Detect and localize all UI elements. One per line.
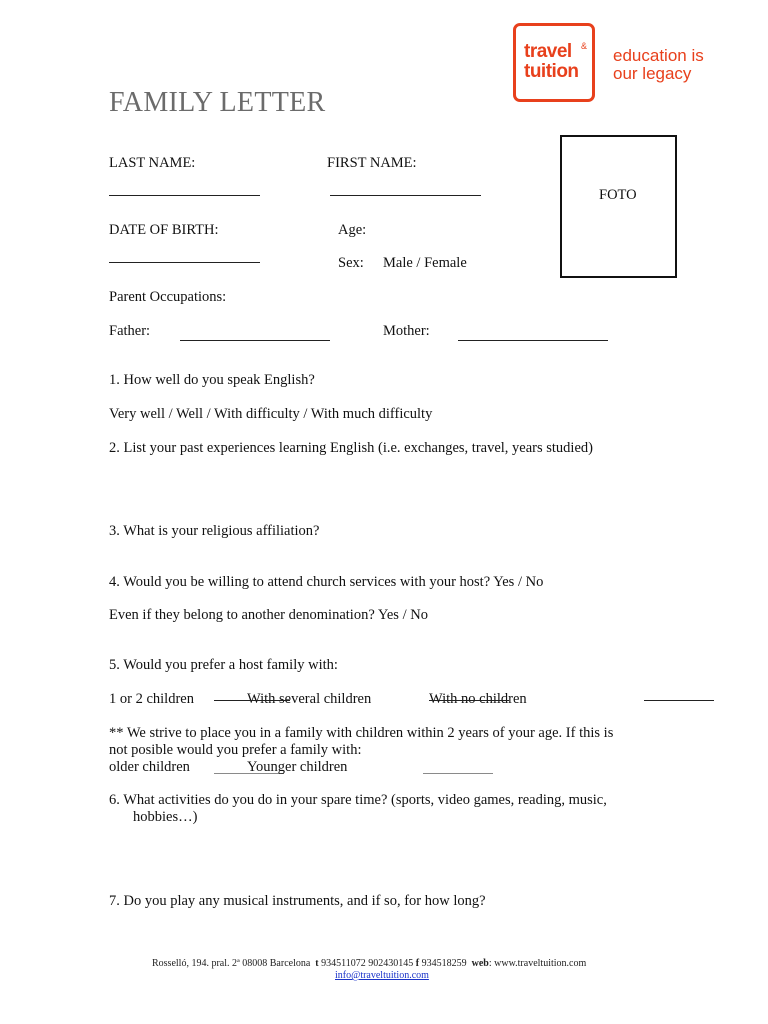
logo-word-travel: travel	[524, 41, 572, 62]
footer-address: Rosselló, 194. pral. 2ª 08008 Barcelona	[152, 958, 311, 969]
q5-option-no-children[interactable]: With no children	[429, 691, 527, 707]
photo-label: FOTO	[599, 187, 637, 203]
logo-word-tuition: tuition	[524, 61, 579, 82]
parent-occupations-label: Parent Occupations:	[109, 289, 227, 305]
father-field[interactable]	[180, 340, 330, 341]
question-5: 5. Would you prefer a host family with:	[109, 657, 338, 673]
first-name-label: FIRST NAME:	[327, 155, 417, 171]
footer-contact	[152, 958, 586, 970]
footer-phones: 934511072 902430145	[321, 958, 414, 969]
footer-t-label: t	[315, 958, 319, 969]
q5-older-children[interactable]: older children	[109, 759, 190, 775]
footer-web[interactable]: : www.traveltuition.com	[488, 958, 587, 969]
question-1-options[interactable]: Very well / Well / With difficulty / With much difficulty	[109, 406, 433, 422]
first-name-field[interactable]	[330, 195, 481, 196]
question-6: 6. What activities do you do in your spare time? (sports, video games, reading, music,	[109, 792, 607, 808]
dob-label: DATE OF BIRTH:	[109, 222, 219, 238]
last-name-label: LAST NAME:	[109, 155, 196, 171]
logo-ampersand: &	[581, 41, 588, 51]
sex-options[interactable]: Male / Female	[383, 255, 467, 271]
logo-tagline-line1: education is	[613, 46, 704, 65]
last-name-field[interactable]	[109, 195, 260, 196]
q5-note-line-1: ** We strive to place you in a family with children within 2 years of your age. If this is	[109, 725, 614, 741]
father-label: Father:	[109, 323, 151, 339]
question-4: 4. Would you be willing to attend church services with your host? Yes / No	[109, 574, 544, 590]
q5-option-no-children-blank[interactable]	[429, 700, 509, 701]
photo-box[interactable]	[560, 135, 677, 278]
logo-badge	[513, 23, 595, 102]
question-3: 3. What is your religious affiliation?	[109, 523, 320, 539]
q5-option-blank-line[interactable]	[644, 700, 714, 701]
footer-web-label: web	[471, 958, 489, 969]
mother-field[interactable]	[458, 340, 608, 341]
page-title: FAMILY LETTER	[109, 87, 326, 118]
dob-field[interactable]	[109, 262, 260, 263]
mother-label: Mother:	[383, 323, 430, 339]
footer-f-label: f	[415, 958, 420, 969]
q5-younger-blank[interactable]	[423, 773, 493, 774]
sex-label: Sex:	[338, 255, 364, 271]
q5-note-line-2: not posible would you prefer a family with:	[109, 742, 362, 758]
question-7: 7. Do you play any musical instruments, and if so, for how long?	[109, 893, 486, 909]
q5-option-1-2-children[interactable]: 1 or 2 children	[109, 691, 194, 707]
question-2: 2. List your past experiences learning English (i.e. exchanges, travel, years studied)	[109, 440, 593, 456]
q5-option-several-children[interactable]: With several children	[247, 691, 372, 707]
q5-younger-children[interactable]: Younger children	[247, 759, 348, 775]
q5-option-several-blank[interactable]	[214, 700, 290, 701]
question-6-cont: hobbies…)	[133, 809, 198, 825]
age-label: Age:	[338, 222, 367, 238]
footer-email-link[interactable]: info@traveltuition.com	[335, 970, 429, 981]
question-1: 1. How well do you speak English?	[109, 372, 315, 388]
logo-tagline-line2: our legacy	[613, 64, 692, 83]
question-4b: Even if they belong to another denomination? Yes / No	[109, 607, 428, 623]
footer-fax: 934518259	[421, 958, 467, 969]
